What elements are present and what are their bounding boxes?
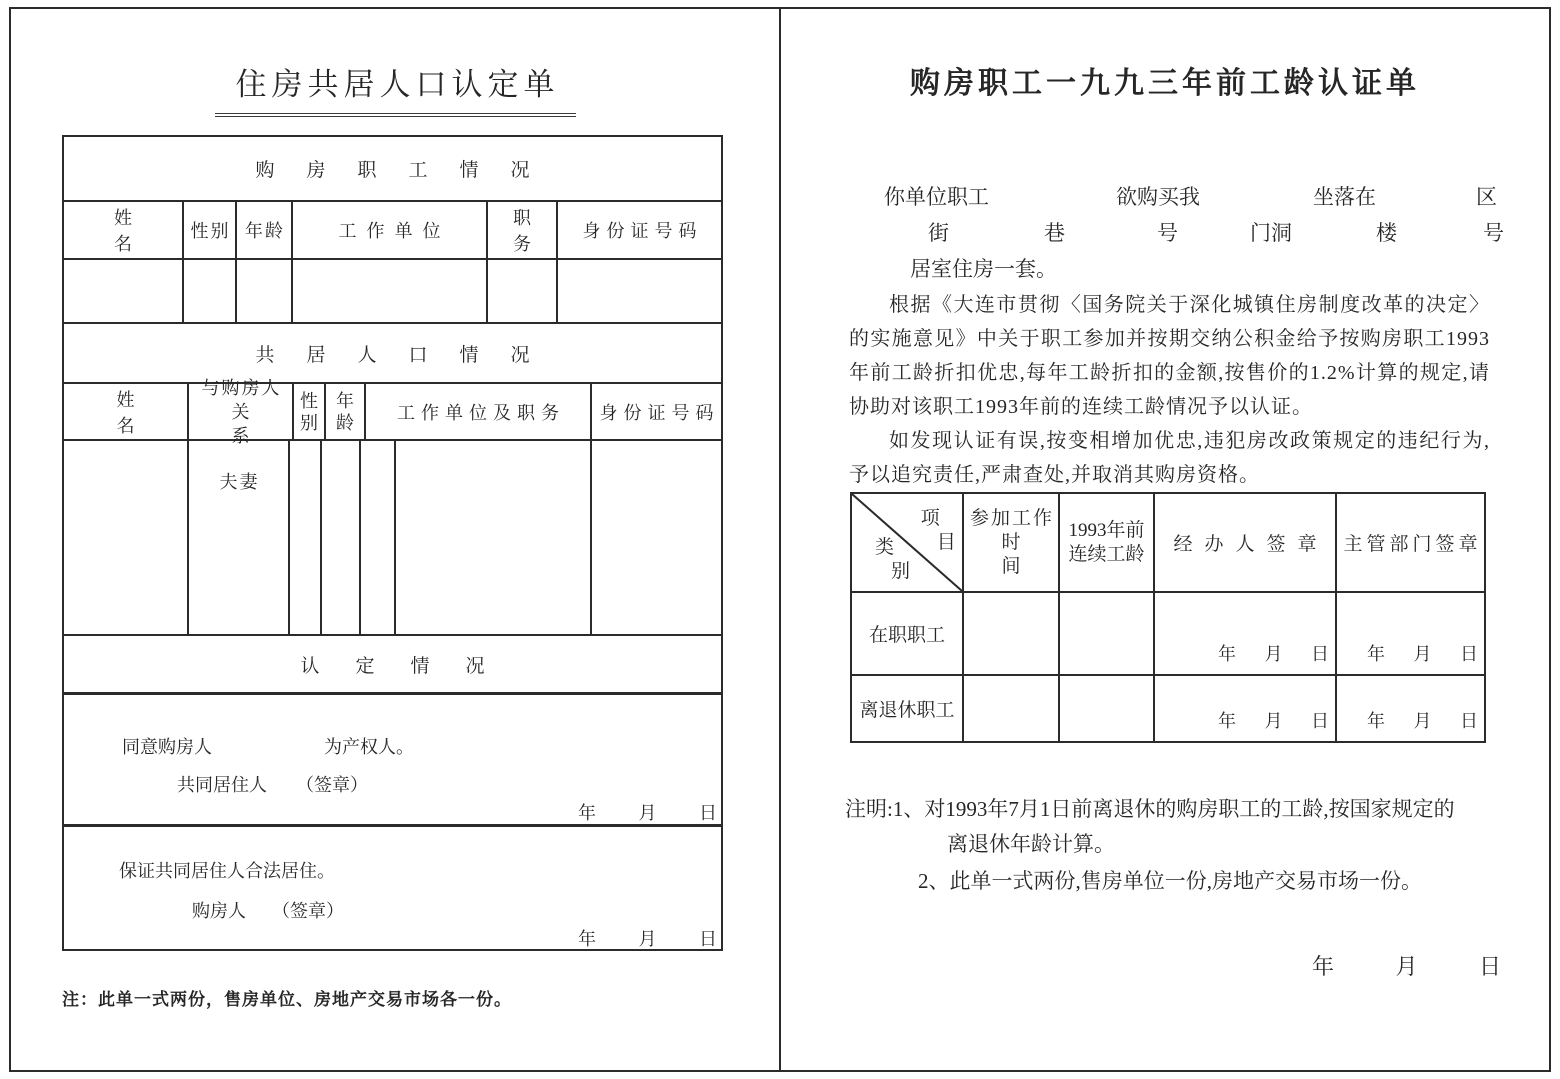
guarantee-seal-label: （签章） <box>272 901 344 921</box>
fill-lane-label: 巷 <box>1044 221 1065 245</box>
right-note-line2: 离退休年龄计算。 <box>947 832 1115 856</box>
cell-workunit-empty <box>291 260 486 322</box>
right-note-line1: 注明:1、对1993年7月1日前离退休的购房职工的工龄,按国家规定的 <box>845 797 1455 821</box>
fill-wish-to-buy-label: 欲购买我 <box>1116 185 1200 209</box>
agent-date-line: 年 月 日 <box>1218 644 1329 664</box>
fill-district-label: 区 <box>1476 185 1497 209</box>
agent-date-line: 年 月 日 <box>1218 711 1329 731</box>
cell-position-empty <box>486 260 556 322</box>
consent-owner-suffix: 为产权人。 <box>324 737 414 757</box>
determination-section-header: 认定情况 <box>300 655 521 677</box>
cell-join-date-empty <box>962 593 1058 674</box>
col-header-position: 职务 <box>486 202 556 258</box>
cell-join-date-empty <box>962 676 1058 741</box>
cell-age-empty <box>235 260 291 322</box>
fill-unit-number-label: 号 <box>1483 221 1504 245</box>
guarantee-statement: 保证共同居住人合法居住。 <box>119 861 335 881</box>
corner-label-category: 类 别 <box>875 537 911 582</box>
dept-date-line: 年 月 日 <box>1367 644 1478 664</box>
guarantee-section <box>64 824 721 949</box>
col-header-dept-seal: 主管部门签章 <box>1335 494 1484 591</box>
right-page-title: 购房职工一九九三年前工龄认证单 <box>910 67 1420 100</box>
consent-seal-label: （签章） <box>296 775 368 795</box>
cell-spacer-empty <box>359 441 394 634</box>
left-footnote: 注：此单一式两份，售房单位、房地产交易市场各一份。 <box>62 990 512 1009</box>
consent-cohabitant-label: 共同居住人 <box>177 775 267 795</box>
cell-dept-signature <box>1335 593 1484 674</box>
fill-street-label: 街 <box>928 221 949 245</box>
guarantee-buyer-label: 购房人 <box>192 901 246 921</box>
col-header-name: 姓名 <box>116 389 183 436</box>
fill-doorway-label: 门洞 <box>1250 221 1292 245</box>
col-header-sex: 性 别 <box>292 384 324 439</box>
col-header-join-date: 参加工作 时间 <box>962 494 1058 591</box>
cohabitant-table-header-row <box>64 377 721 446</box>
cell-agent-signature <box>1153 676 1335 741</box>
cohabitant-determination-table <box>62 135 723 951</box>
cell-id-empty <box>590 441 721 634</box>
guarantee-date-line: 年 月 日 <box>578 929 717 949</box>
right-page <box>781 9 1549 1070</box>
row-label-retired-employee: 离退休职工 <box>859 700 955 721</box>
fill-rooms-suffix: 居室住房一套。 <box>910 257 1057 281</box>
cell-seniority-empty <box>1058 676 1153 741</box>
col-header-age: 年龄 <box>235 202 291 258</box>
cell-age-empty <box>320 441 359 634</box>
buyer-info-section-header-row <box>64 137 721 200</box>
body-paragraphs <box>849 288 1490 492</box>
cell-name-empty <box>64 441 187 634</box>
consent-section <box>64 692 721 824</box>
buyer-info-section-header: 购房职工情况 <box>255 160 562 181</box>
warning-paragraph: 如发现认证有误,按变相增加优忠,违犯房改政策规定的违纪行为,予以追究责任,严肃查处,并取消其购房资格。 <box>849 430 1490 486</box>
seniority-table <box>850 492 1486 743</box>
determination-section-header-row <box>64 634 721 692</box>
left-page-title: 住房共居人口认定单 <box>215 59 576 117</box>
row-retired-employee <box>852 674 1484 741</box>
cohabitant-section-header-row <box>64 322 721 382</box>
policy-paragraph: 根据《大连市贯彻〈国务院关于深化城镇住房制度改革的决定〉的实施意见》中关于职工参加并按期交纳公积金给予按购房职工1993年前工龄折扣优忠,每年工龄折扣的金额,按售价的1.2%计算的规定,请协助对该职工1993年前的连续工龄情况予以认证。 <box>849 294 1490 418</box>
fill-unit-employee-label: 你单位职工 <box>884 185 989 209</box>
consent-agree-label: 同意购房人 <box>122 737 212 757</box>
cell-seniority-empty <box>1058 593 1153 674</box>
col-header-id-number: 身份证号码 <box>556 202 721 258</box>
cell-sex-empty <box>288 441 320 634</box>
col-header-relation: 与购房人 关系 <box>187 384 292 439</box>
fill-number-label: 号 <box>1157 221 1178 245</box>
col-header-work-position: 工作单位及职务 <box>364 384 590 439</box>
fill-located-at-label: 坐落在 <box>1313 185 1376 209</box>
left-title-row <box>11 59 779 117</box>
col-header-workunit: 工作单位 <box>291 202 486 258</box>
cohabitant-section-header: 共居人口情况 <box>255 344 562 366</box>
col-header-sex: 性别 <box>182 202 235 258</box>
cell-relation-value: 夫妻 <box>187 441 288 634</box>
buyer-table-empty-row <box>64 258 721 322</box>
corner-label-item: 项 目 <box>920 508 956 553</box>
buyer-table-header-row <box>64 200 721 258</box>
right-note-line3: 2、此单一式两份,售房单位一份,房地产交易市场一份。 <box>918 869 1422 893</box>
fill-floor-label: 楼 <box>1376 221 1397 245</box>
row-active-employee <box>852 591 1484 674</box>
cell-name-empty <box>64 260 182 322</box>
corner-diagonal-cell <box>852 494 962 591</box>
col-header-age: 年 龄 <box>324 384 364 439</box>
cell-agent-signature <box>1153 593 1335 674</box>
col-header-agent-seal: 经办人签章 <box>1153 494 1335 591</box>
col-header-id-number: 身份证号码 <box>590 384 721 439</box>
cell-sex-empty <box>182 260 235 322</box>
right-date-line: 年 月 日 <box>1311 954 1501 979</box>
cell-dept-signature <box>1335 676 1484 741</box>
cohabitant-table-body-row <box>64 439 721 634</box>
dept-date-line: 年 月 日 <box>1367 711 1478 731</box>
consent-date-line: 年 月 日 <box>578 803 717 823</box>
left-page <box>11 9 779 1070</box>
row-label-active-employee: 在职职工 <box>868 625 945 646</box>
cell-id-empty <box>556 260 721 322</box>
col-header-name: 姓名 <box>114 208 180 254</box>
seniority-table-header-row <box>852 494 1484 591</box>
cell-work-empty <box>394 441 590 634</box>
col-header-pre1993-seniority: 1993年前 连续工龄 <box>1058 494 1153 591</box>
